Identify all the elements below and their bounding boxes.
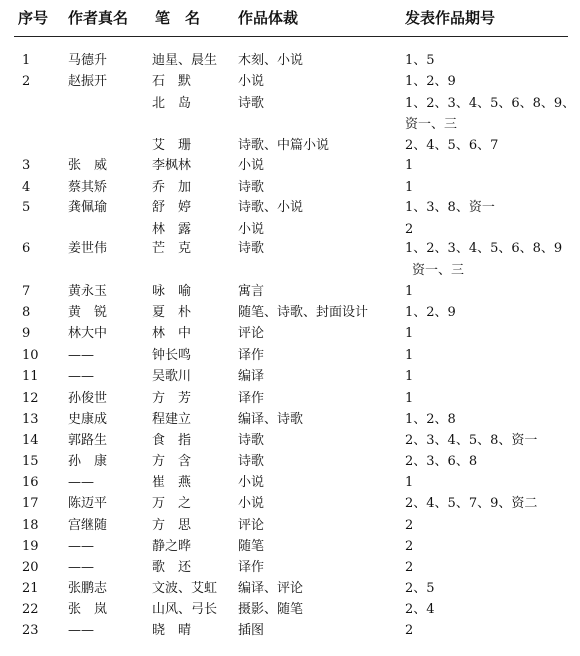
cell-real-name: —— [68, 560, 94, 575]
cell-pen-name: 芒 克 [152, 241, 192, 256]
cell-real-name: —— [68, 348, 94, 363]
cell-no: 5 [22, 200, 31, 215]
table-row [0, 557, 580, 579]
cell-issues: 1 [405, 348, 414, 363]
cell-pen-name: 林 露 [152, 222, 192, 237]
cell-pen-name: 北 岛 [152, 96, 192, 111]
cell-genre: 评论 [238, 326, 265, 341]
table-row [0, 345, 580, 367]
cell-no: 2 [22, 74, 31, 89]
cell-no: 9 [22, 326, 31, 341]
cell-genre: 诗歌 [238, 96, 265, 111]
cell-genre: 诗歌、中篇小说 [238, 138, 330, 153]
cell-issues: 2、4、5、6、7 [405, 138, 499, 153]
cell-issues: 1 [405, 326, 414, 341]
cell-genre: 编译 [238, 369, 265, 384]
cell-real-name: —— [68, 369, 94, 384]
header-rule [14, 36, 568, 37]
cell-no: 14 [22, 433, 39, 448]
cell-no: 11 [22, 369, 39, 384]
table-row [0, 515, 580, 537]
cell-genre: 随笔、诗歌、封面设计 [238, 305, 369, 320]
cell-no: 1 [22, 53, 31, 68]
cell-real-name: 龚佩瑜 [68, 200, 108, 215]
table-row [0, 281, 580, 303]
cell-real-name: 林大中 [68, 326, 108, 341]
cell-genre: 译作 [238, 391, 265, 406]
cell-issues: 1 [405, 475, 414, 490]
table-row [0, 578, 580, 600]
cell-issues: 2 [405, 518, 414, 533]
cell-pen-name: 山风、弓长 [152, 602, 218, 617]
cell-pen-name: 静之晔 [152, 539, 192, 554]
table-row [0, 388, 580, 410]
cell-issues: 1、2、3、4、5、6、8、9 [405, 241, 563, 256]
cell-issues: 1、2、9 [405, 305, 456, 320]
cell-no: 8 [22, 305, 31, 320]
header-pen-name: 笔 名 [155, 9, 201, 27]
cell-no: 23 [22, 623, 39, 638]
cell-genre: 小说 [238, 496, 265, 511]
cell-pen-name: 舒 婷 [152, 200, 192, 215]
table-row [0, 323, 580, 345]
cell-genre: 诗歌 [238, 433, 265, 448]
table-row [0, 536, 580, 558]
cell-genre: 木刻、小说 [238, 53, 304, 68]
cell-pen-name: 李枫林 [152, 158, 192, 173]
cell-issues: 2、4 [405, 602, 435, 617]
cell-genre: 摄影、随笔 [238, 602, 304, 617]
cell-genre: 评论 [238, 518, 265, 533]
cell-issues: 1、5 [405, 53, 435, 68]
table-row [0, 472, 580, 494]
cell-issues: 2 [405, 560, 414, 575]
cell-no: 16 [22, 475, 39, 490]
cell-issues-continuation: 资一、三 [412, 263, 465, 278]
cell-real-name: —— [68, 475, 94, 490]
cell-pen-name: 文波、艾虹 [152, 581, 218, 596]
cell-pen-name: 晓 晴 [152, 623, 192, 638]
cell-genre: 译作 [238, 560, 265, 575]
cell-no: 17 [22, 496, 39, 511]
cell-no: 4 [22, 180, 31, 195]
cell-pen-name: 方 芳 [152, 391, 192, 406]
cell-issues: 1 [405, 180, 414, 195]
cell-genre: 小说 [238, 222, 265, 237]
table-row [0, 366, 580, 388]
cell-real-name: 姜世伟 [68, 241, 108, 256]
cell-pen-name: 崔 燕 [152, 475, 192, 490]
table-row [0, 93, 580, 115]
header-issues: 发表作品期号 [405, 9, 496, 27]
header-genre: 作品体裁 [238, 9, 299, 27]
cell-no: 15 [22, 454, 39, 469]
cell-issues: 2、3、4、5、8、资一 [405, 433, 538, 448]
cell-no: 19 [22, 539, 39, 554]
table-row [0, 71, 580, 93]
cell-real-name: 赵振开 [68, 74, 108, 89]
cell-pen-name: 乔 加 [152, 180, 192, 195]
cell-issues: 1 [405, 158, 414, 173]
cell-pen-name: 艾 珊 [152, 138, 192, 153]
cell-genre: 诗歌 [238, 454, 265, 469]
cell-pen-name: 食 指 [152, 433, 192, 448]
cell-pen-name: 方 含 [152, 454, 192, 469]
cell-real-name: 孙 康 [68, 454, 108, 469]
cell-pen-name: 钟长鸣 [152, 348, 192, 363]
cell-genre: 小说 [238, 74, 265, 89]
cell-real-name: —— [68, 623, 94, 638]
cell-no: 3 [22, 158, 31, 173]
cell-issues: 2、3、6、8 [405, 454, 478, 469]
cell-issues: 1 [405, 284, 414, 299]
cell-pen-name: 咏 喻 [152, 284, 192, 299]
cell-pen-name: 林 中 [152, 326, 192, 341]
cell-real-name: 张 岚 [68, 602, 108, 617]
cell-no: 12 [22, 391, 39, 406]
cell-pen-name: 石 默 [152, 74, 192, 89]
cell-pen-name: 夏 朴 [152, 305, 192, 320]
header-real-name: 作者真名 [68, 9, 129, 27]
cell-real-name: 黄 锐 [68, 305, 108, 320]
table-row [0, 197, 580, 219]
cell-pen-name: 吴歌川 [152, 369, 192, 384]
cell-genre: 小说 [238, 158, 265, 173]
cell-genre: 诗歌 [238, 241, 265, 256]
cell-no: 6 [22, 241, 31, 256]
cell-pen-name: 迪星、晨生 [152, 53, 218, 68]
cell-genre: 插图 [238, 623, 265, 638]
cell-pen-name: 歌 还 [152, 560, 192, 575]
cell-real-name: 孙俊世 [68, 391, 108, 406]
cell-real-name: 陈迈平 [68, 496, 108, 511]
cell-issues-continuation: 资一、三 [405, 117, 458, 132]
cell-no: 21 [22, 581, 39, 596]
cell-genre: 寓言 [238, 284, 265, 299]
table-row [0, 238, 580, 260]
cell-real-name: 黄永玉 [68, 284, 108, 299]
cell-genre: 诗歌、小说 [238, 200, 304, 215]
cell-genre: 编译、评论 [238, 581, 304, 596]
table-row [0, 302, 580, 324]
cell-no: 7 [22, 284, 31, 299]
cell-genre: 编译、诗歌 [238, 412, 304, 427]
cell-pen-name: 程建立 [152, 412, 192, 427]
header-no: 序号 [18, 9, 49, 27]
cell-genre: 随笔 [238, 539, 265, 554]
cell-issues: 1 [405, 369, 414, 384]
cell-pen-name: 方 思 [152, 518, 192, 533]
cell-genre: 诗歌 [238, 180, 265, 195]
cell-issues: 2 [405, 222, 414, 237]
cell-issues: 1 [405, 391, 414, 406]
cell-real-name: 张鹏志 [68, 581, 108, 596]
cell-no: 13 [22, 412, 39, 427]
cell-issues: 1、3、8、资一 [405, 200, 495, 215]
table-row [0, 493, 580, 515]
cell-issues: 2 [405, 623, 414, 638]
cell-no: 20 [22, 560, 39, 575]
table-row [0, 430, 580, 452]
cell-no: 22 [22, 602, 39, 617]
table-row [0, 177, 580, 199]
cell-issues: 2 [405, 539, 414, 554]
cell-no: 10 [22, 348, 39, 363]
cell-pen-name: 万 之 [152, 496, 192, 511]
table-row [0, 50, 580, 72]
cell-issues: 2、5 [405, 581, 435, 596]
cell-issues: 2、4、5、7、9、资二 [405, 496, 538, 511]
cell-real-name: —— [68, 539, 94, 554]
cell-real-name: 张 威 [68, 158, 108, 173]
cell-no: 18 [22, 518, 39, 533]
cell-real-name: 郭路生 [68, 433, 108, 448]
table-row [0, 620, 580, 642]
table-row [0, 451, 580, 473]
cell-genre: 译作 [238, 348, 265, 363]
table-row [0, 599, 580, 621]
cell-real-name: 蔡其矫 [68, 180, 108, 195]
cell-genre: 小说 [238, 475, 265, 490]
cell-real-name: 马德升 [68, 53, 108, 68]
cell-real-name: 史康成 [68, 412, 108, 427]
table-row [0, 155, 580, 177]
table-row [0, 135, 580, 157]
cell-issues: 1、2、8 [405, 412, 456, 427]
cell-issues: 1、2、3、4、5、6、8、9、 [405, 96, 576, 111]
cell-real-name: 宫继随 [68, 518, 108, 533]
table-row [0, 409, 580, 431]
cell-issues: 1、2、9 [405, 74, 456, 89]
